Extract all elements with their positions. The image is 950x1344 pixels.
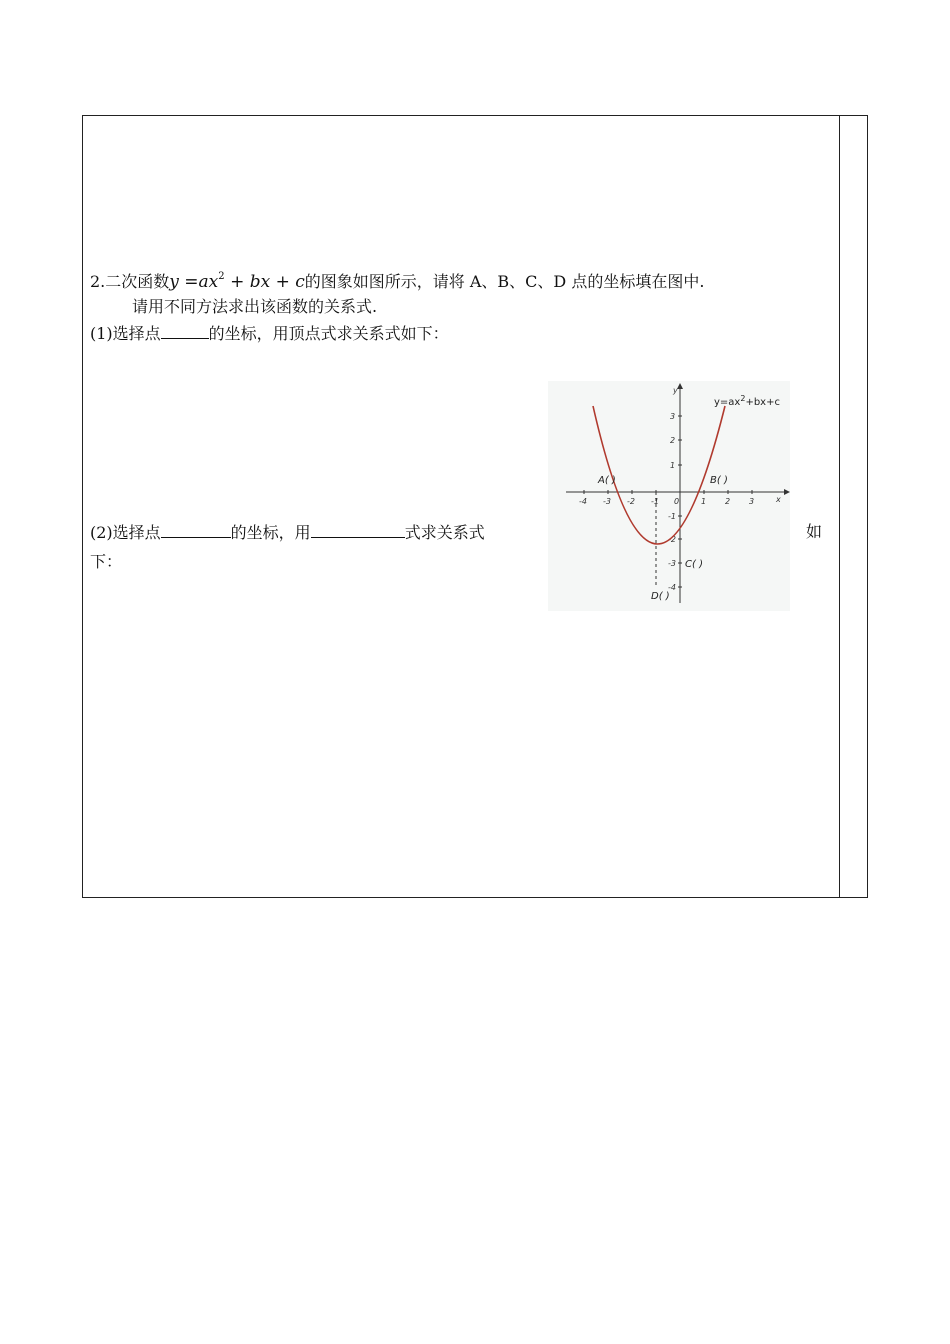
part-2-point-blank[interactable] (161, 521, 231, 538)
x-tick-label: -4 (579, 497, 587, 506)
x-tick-label: 0 (674, 497, 680, 506)
y-axis-label: y (673, 386, 678, 395)
x-tick-label: -3 (603, 497, 611, 506)
problem-number: 2. (90, 272, 106, 291)
y-tick-label: -1 (668, 512, 676, 521)
problem-prefix: 二次函数 (105, 272, 170, 291)
point-a-label[interactable]: A( ) (598, 475, 616, 486)
frame-right-column-divider (839, 115, 840, 898)
y-tick-label: 3 (670, 412, 676, 421)
y-tick-label: -3 (668, 559, 676, 568)
point-d-label[interactable]: D( ) (651, 591, 670, 602)
x-tick-label: 1 (701, 497, 707, 506)
x-axis-arrow (784, 489, 790, 495)
y-axis-arrow (677, 383, 683, 389)
y-tick-label: -2 (668, 535, 676, 544)
y-tick-label: 2 (670, 436, 676, 445)
part-2-line: (2)选择点 的坐标，用 式求关系式 (90, 523, 485, 542)
parabola-graph (548, 381, 790, 611)
part-2-ru: 如 (806, 522, 823, 541)
x-axis-label: x (776, 495, 781, 504)
x-tick-label: -2 (627, 497, 635, 506)
part-2-method-blank[interactable] (311, 521, 405, 538)
part-1-point-blank[interactable] (161, 322, 209, 339)
quadratic-formula: $y =ax^2$ + bx + c (169, 271, 305, 292)
problem-line-2: 请用不同方法求出该函数的关系式. (132, 297, 378, 316)
x-tick-label: -1 (651, 497, 659, 506)
y-tick-label: -4 (668, 583, 676, 592)
problem-suffix: 的图象如图所示，请将 A、B、C、D 点的坐标填在图中. (304, 272, 705, 291)
point-c-label[interactable]: C( ) (685, 559, 703, 570)
y-tick-label: 1 (670, 461, 676, 470)
part-1-line: (1)选择点 的坐标，用顶点式求关系式如下： (90, 324, 449, 343)
part-2-xia: 下： (90, 552, 123, 571)
x-tick-label: 3 (749, 497, 755, 506)
x-tick-label: 2 (725, 497, 731, 506)
graph-equation-label: $y=ax^2+bx+c$ (714, 394, 780, 408)
point-b-label[interactable]: B( ) (710, 475, 728, 486)
problem-line-1 (90, 266, 704, 293)
